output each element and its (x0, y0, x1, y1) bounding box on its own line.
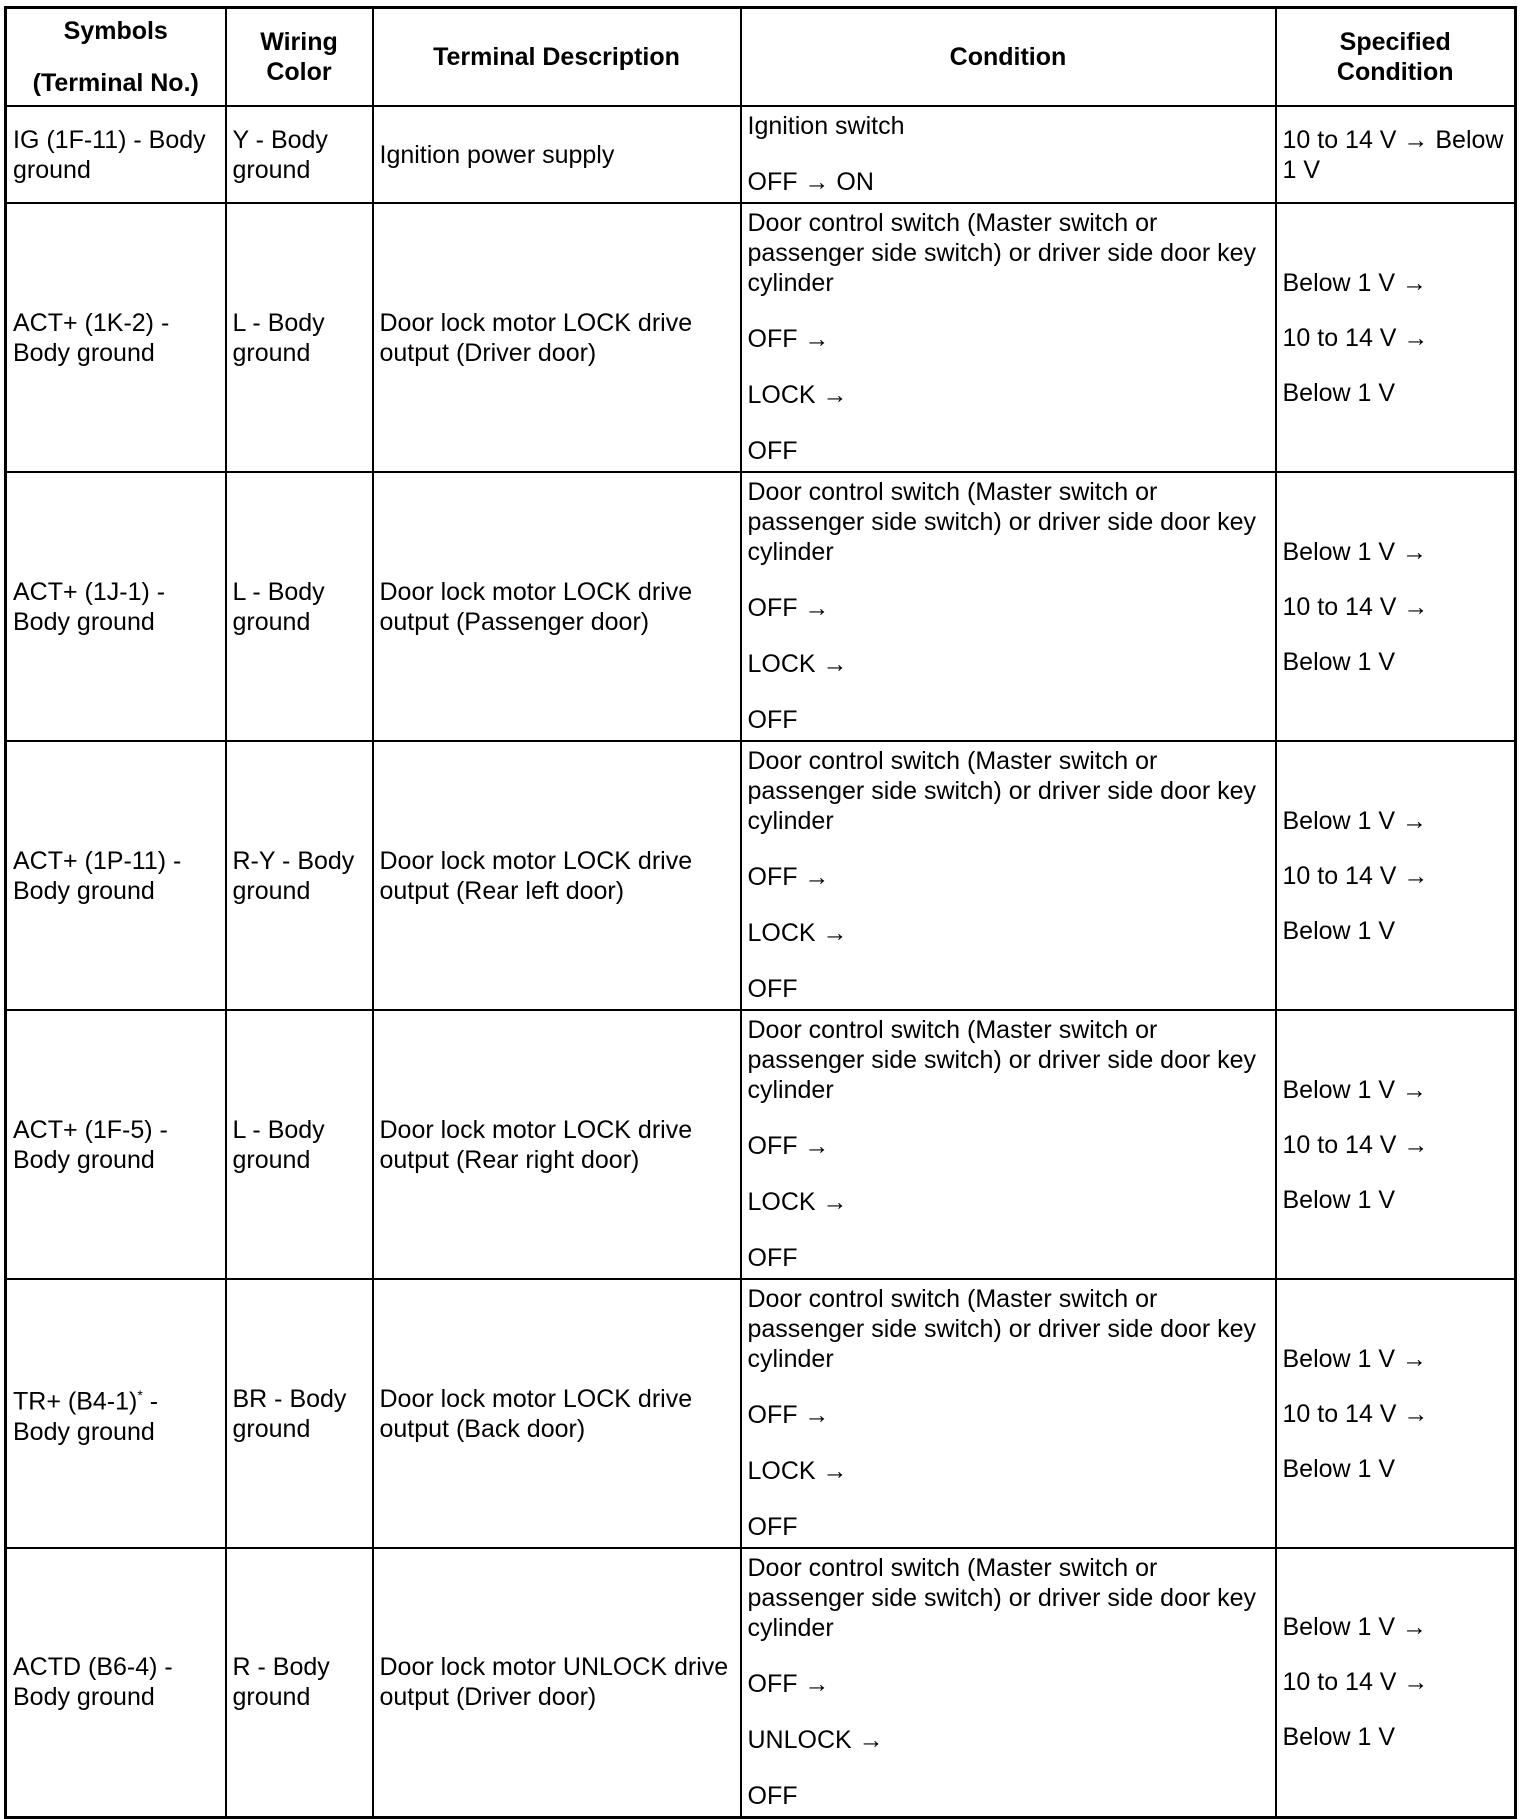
condition-cell: Door control switch (Master switch or passenger side switch) or driver side door key cylinder OFF → LOCK → OFF (741, 472, 1276, 741)
description-cell: Door lock motor LOCK drive output (Passenger door) (373, 472, 741, 741)
header-specified-condition: Specified Condition (1276, 8, 1516, 107)
wiring-cell: R - Body ground (226, 1548, 373, 1817)
description-cell: Door lock motor UNLOCK drive output (Driver door) (373, 1548, 741, 1817)
condition-cell: Door control switch (Master switch or passenger side switch) or driver side door key cylinder OFF → LOCK → OFF (741, 1279, 1276, 1548)
symbol-cell: TR+ (B4-1)* - Body ground (6, 1279, 226, 1548)
table-row (6, 106, 1516, 203)
table-row (6, 1010, 1516, 1279)
spec-cell: Below 1 V → 10 to 14 V → Below 1 V (1276, 741, 1516, 1010)
condition-cell: Ignition switch OFF → ON (741, 106, 1276, 203)
description-cell: Door lock motor LOCK drive output (Rear right door) (373, 1010, 741, 1279)
condition-cell: Door control switch (Master switch or passenger side switch) or driver side door key cylinder OFF → UNLOCK → OFF (741, 1548, 1276, 1817)
footnote-mark: * (137, 1387, 143, 1404)
symbol-cell: ACT+ (1J-1) - Body ground (6, 472, 226, 741)
table-row (6, 472, 1516, 741)
description-cell: Door lock motor LOCK drive output (Rear left door) (373, 741, 741, 1010)
table-row (6, 203, 1516, 472)
spec-cell: Below 1 V → 10 to 14 V → Below 1 V (1276, 472, 1516, 741)
symbol-cell: IG (1F-11) - Body ground (6, 106, 226, 203)
symbol-cell: ACT+ (1K-2) - Body ground (6, 203, 226, 472)
table-row (6, 741, 1516, 1010)
symbol-cell: ACTD (B6-4) - Body ground (6, 1548, 226, 1817)
symbol-cell: ACT+ (1P-11) - Body ground (6, 741, 226, 1010)
header-terminal-description: Terminal Description (373, 8, 741, 107)
wiring-cell: R-Y - Body ground (226, 741, 373, 1010)
header-condition: Condition (741, 8, 1276, 107)
header-wiring-color: Wiring Color (226, 8, 373, 107)
description-cell: Door lock motor LOCK drive output (Driver door) (373, 203, 741, 472)
header-row (6, 8, 1516, 107)
table-row (6, 1279, 1516, 1548)
description-cell: Door lock motor LOCK drive output (Back door) (373, 1279, 741, 1548)
wiring-cell: BR - Body ground (226, 1279, 373, 1548)
condition-cell: Door control switch (Master switch or passenger side switch) or driver side door key cylinder OFF → LOCK → OFF (741, 1010, 1276, 1279)
condition-cell: Door control switch (Master switch or passenger side switch) or driver side door key cylinder OFF → LOCK → OFF (741, 203, 1276, 472)
spec-cell: Below 1 V → 10 to 14 V → Below 1 V (1276, 1279, 1516, 1548)
description-cell: Ignition power supply (373, 106, 741, 203)
wiring-cell: L - Body ground (226, 1010, 373, 1279)
spec-cell: 10 to 14 V → Below 1 V (1276, 106, 1516, 203)
spec-cell: Below 1 V → 10 to 14 V → Below 1 V (1276, 203, 1516, 472)
condition-cell: Door control switch (Master switch or passenger side switch) or driver side door key cylinder OFF → LOCK → OFF (741, 741, 1276, 1010)
table-row (6, 1548, 1516, 1817)
spec-cell: Below 1 V → 10 to 14 V → Below 1 V (1276, 1010, 1516, 1279)
spec-cell: Below 1 V → 10 to 14 V → Below 1 V (1276, 1548, 1516, 1817)
wiring-cell: L - Body ground (226, 472, 373, 741)
terminal-table (4, 6, 1517, 1819)
symbol-cell: ACT+ (1F-5) - Body ground (6, 1010, 226, 1279)
wiring-cell: L - Body ground (226, 203, 373, 472)
wiring-cell: Y - Body ground (226, 106, 373, 203)
header-symbols: Symbols (Terminal No.) (6, 8, 226, 107)
